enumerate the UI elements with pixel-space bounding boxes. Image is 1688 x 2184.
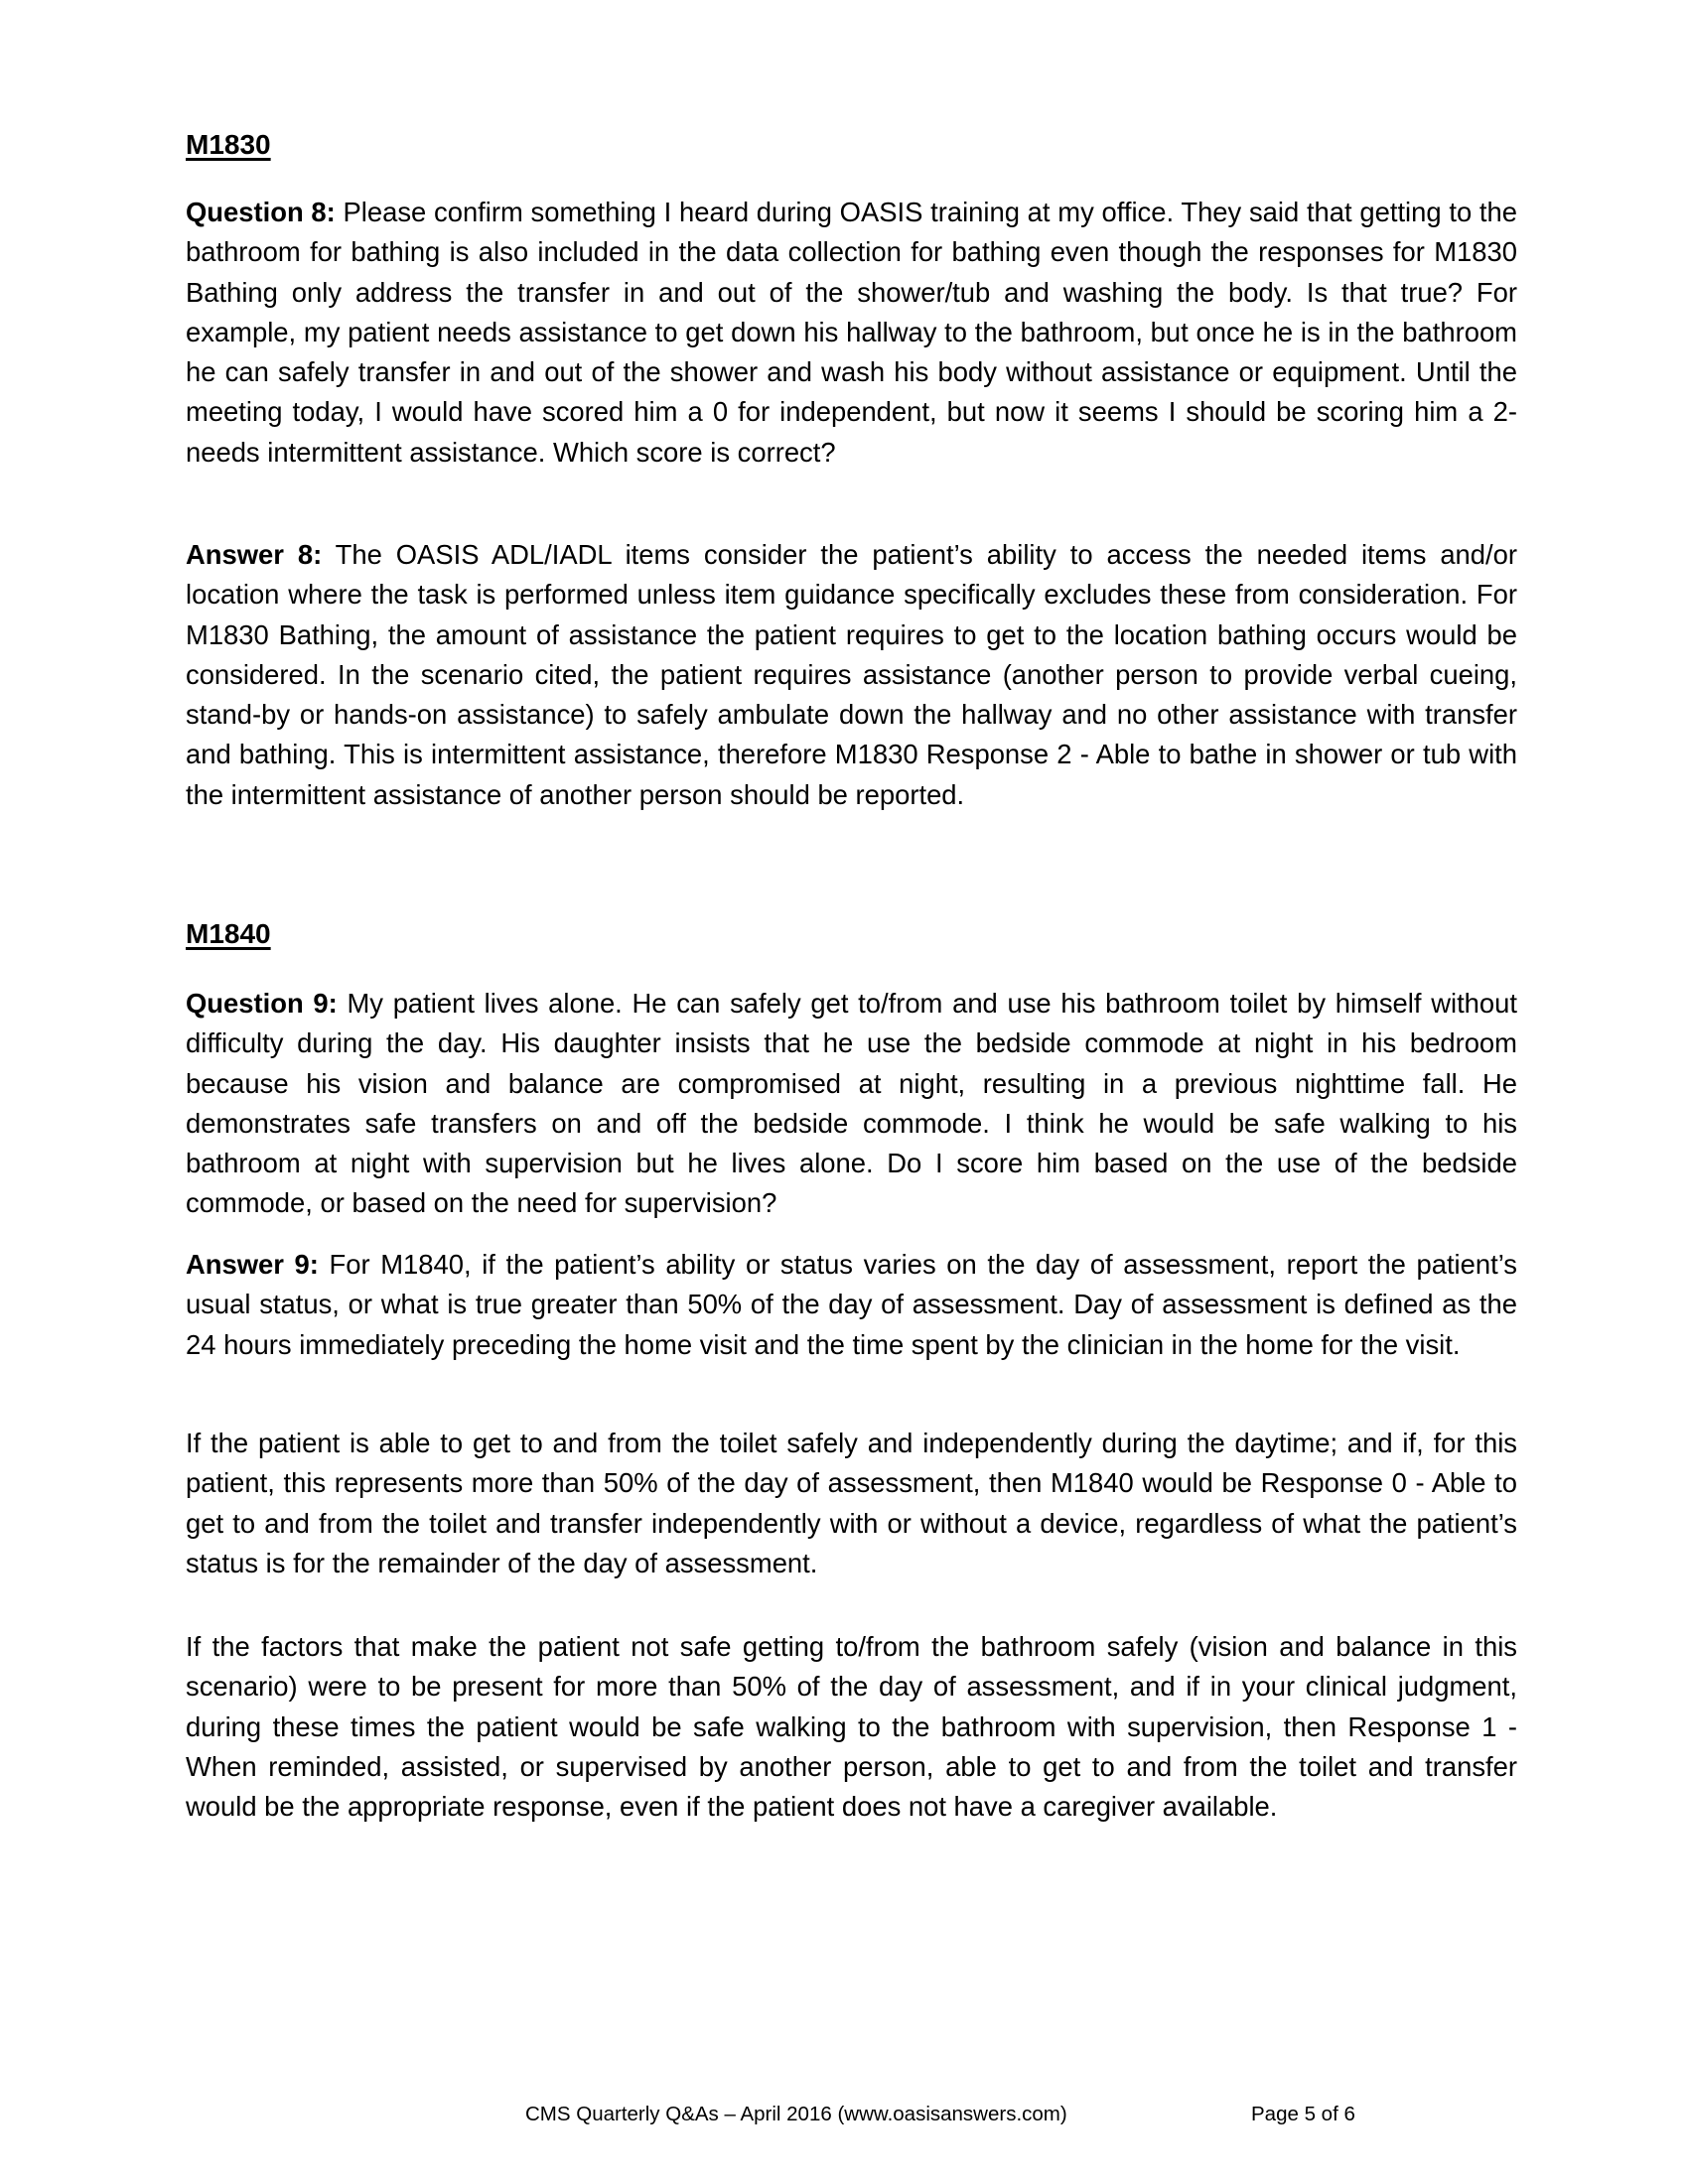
footer-page-number: Page 5 of 6 bbox=[1251, 2103, 1355, 2125]
question-8-paragraph bbox=[186, 193, 1517, 473]
question-8-label: Question 8: bbox=[186, 197, 336, 227]
answer-9-paragraph bbox=[186, 1245, 1517, 1365]
answer-9-label: Answer 9: bbox=[186, 1249, 319, 1280]
question-9-paragraph bbox=[186, 984, 1517, 1224]
answer-8-paragraph bbox=[186, 535, 1517, 815]
section-heading-m1840: M1840 bbox=[186, 918, 271, 949]
answer-9-paragraph-3: If the factors that make the patient not safe getting to/from the bathroom safely (vision and balance in this scenario) were to be present for more than 50% of the day of assessment, and if in your clinical judgment, during these times the patient would be safe walking to the bathroom with supervision, then Response 1 - When reminded, assisted, or supervised by another person, able to get to and from the toilet and transfer would be the appropriate response, even if the patient does not have a caregiver available. bbox=[186, 1631, 1517, 1823]
section-heading-m1830: M1830 bbox=[186, 129, 271, 160]
answer-8-label: Answer 8: bbox=[186, 539, 323, 570]
answer-9-paragraph-2: If the patient is able to get to and from the toilet safely and independently during the daytime; and if, for this patient, this represents more than 50% of the day of assessment, then M1840 would be Response 0 - Able to get to and from the toilet and transfer independently with or without a device, regardless of what the patient’s status is for the remainder of the day of assessment. bbox=[186, 1428, 1517, 1578]
answer-9-text: For M1840, if the patient’s ability or status varies on the day of assessment, report the patient’s usual status, or what is true greater than 50% of the day of assessment. Day of assessment is defined as the 24 hours immediately preceding the home visit and the time spent by the clinician in the home for the visit. bbox=[186, 1249, 1517, 1360]
question-9-text: My patient lives alone. He can safely get to/from and use his bathroom toilet by himself without difficulty during the day. His daughter insists that he use the bedside commode at night in his bedroom because his vision and balance are compromised at night, resulting in a previous nighttime fall. He demonstrates safe transfers on and off the bedside commode. I think he would be safe walking to his bathroom at night with supervision but he lives alone. Do I score him based on the use of the bedside commode, or based on the need for supervision? bbox=[186, 988, 1517, 1219]
answer-8-text: The OASIS ADL/IADL items consider the patient’s ability to access the needed items and/or location where the task is performed unless item guidance specifically excludes these from consideration. For M1830 Bathing, the amount of assistance the patient requires to get to the location bathing occurs would be considered. In the scenario cited, the patient requires assistance (another person to provide verbal cueing, stand-by or hands-on assistance) to safely ambulate down the hallway and no other assistance with transfer and bathing. This is intermittent assistance, therefore M1830 Response 2 - Able to bathe in shower or tub with the intermittent assistance of another person should be reported. bbox=[186, 539, 1517, 810]
question-8-text: Please confirm something I heard during OASIS training at my office. They said that getting to the bathroom for bathing is also included in the data collection for bathing even though the responses for M1830 Bathing only address the transfer in and out of the shower/tub and washing the body. Is that true? For example, my patient needs assistance to get down his hallway to the bathroom, but once he is in the bathroom he can safely transfer in and out of the shower and wash his body without assistance or equipment. Until the meeting today, I would have scored him a 0 for independent, but now it seems I should be scoring him a 2-needs intermittent assistance. Which score is correct? bbox=[186, 197, 1517, 468]
footer-source: CMS Quarterly Q&As – April 2016 (www.oasisanswers.com) bbox=[525, 2103, 1067, 2125]
question-9-label: Question 9: bbox=[186, 988, 338, 1019]
